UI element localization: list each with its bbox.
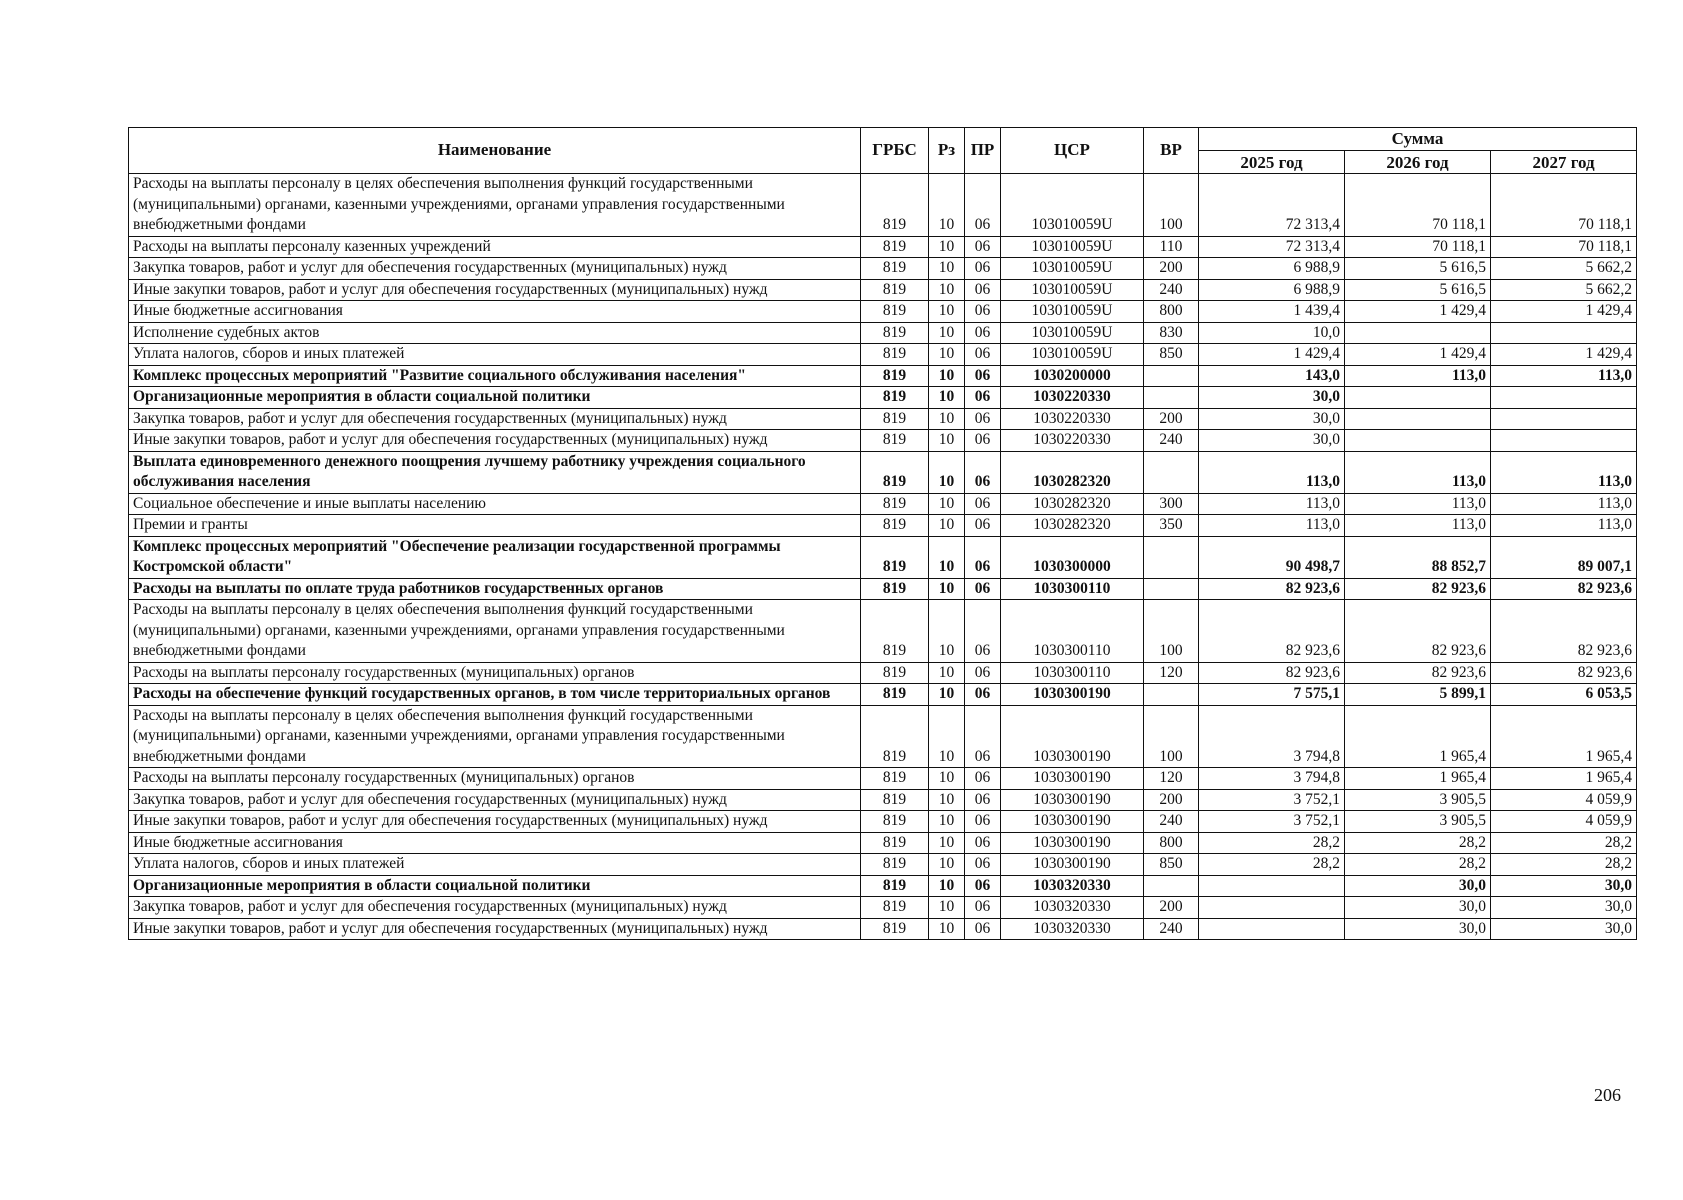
cell-2025: 113,0 <box>1199 493 1345 515</box>
cell-2026: 5 616,5 <box>1345 279 1491 301</box>
header-sum: Сумма <box>1199 128 1637 151</box>
cell-2027 <box>1491 408 1637 430</box>
cell-pr: 06 <box>965 236 1001 258</box>
table-row <box>129 493 1637 515</box>
cell-pr: 06 <box>965 578 1001 600</box>
cell-name: Расходы на выплаты персоналу в целях обеспечения выполнения функций государственными (муниципальными) органами, казенными учреждениями, органами управления государственными внебюджетными фондами <box>129 174 861 237</box>
cell-vr <box>1144 684 1199 706</box>
cell-csr: 103010059U <box>1001 279 1144 301</box>
table-row <box>129 279 1637 301</box>
cell-vr: 200 <box>1144 408 1199 430</box>
cell-grbs: 819 <box>861 832 929 854</box>
cell-2025 <box>1199 875 1345 897</box>
cell-vr: 300 <box>1144 493 1199 515</box>
cell-name: Иные закупки товаров, работ и услуг для обеспечения государственных (муниципальных) нужд <box>129 811 861 833</box>
cell-2027: 70 118,1 <box>1491 236 1637 258</box>
cell-grbs: 819 <box>861 600 929 663</box>
cell-csr: 103010059U <box>1001 344 1144 366</box>
cell-pr: 06 <box>965 875 1001 897</box>
cell-2026: 113,0 <box>1345 493 1491 515</box>
cell-2025: 1 429,4 <box>1199 344 1345 366</box>
cell-2027: 30,0 <box>1491 918 1637 940</box>
cell-2025 <box>1199 897 1345 919</box>
cell-name: Иные бюджетные ассигнования <box>129 832 861 854</box>
cell-vr: 200 <box>1144 789 1199 811</box>
cell-csr: 1030300190 <box>1001 789 1144 811</box>
cell-name: Выплата единовременного денежного поощрения лучшему работнику учреждения социального обслуживания населения <box>129 451 861 493</box>
cell-pr: 06 <box>965 365 1001 387</box>
cell-grbs: 819 <box>861 301 929 323</box>
cell-name: Организационные мероприятия в области социальной политики <box>129 387 861 409</box>
table-row <box>129 301 1637 323</box>
cell-2027: 113,0 <box>1491 493 1637 515</box>
cell-csr: 103010059U <box>1001 301 1144 323</box>
cell-pr: 06 <box>965 174 1001 237</box>
cell-vr: 200 <box>1144 897 1199 919</box>
cell-vr <box>1144 875 1199 897</box>
cell-2026 <box>1345 322 1491 344</box>
cell-2026: 70 118,1 <box>1345 236 1491 258</box>
cell-rz: 10 <box>929 789 965 811</box>
cell-2027: 28,2 <box>1491 832 1637 854</box>
cell-name: Расходы на выплаты персоналу казенных учреждений <box>129 236 861 258</box>
cell-2027: 1 429,4 <box>1491 301 1637 323</box>
table-row <box>129 832 1637 854</box>
cell-2027: 6 053,5 <box>1491 684 1637 706</box>
cell-2026: 28,2 <box>1345 854 1491 876</box>
cell-csr: 1030300110 <box>1001 600 1144 663</box>
cell-vr: 350 <box>1144 515 1199 537</box>
cell-pr: 06 <box>965 344 1001 366</box>
cell-vr: 120 <box>1144 662 1199 684</box>
table-row <box>129 600 1637 663</box>
cell-vr: 800 <box>1144 832 1199 854</box>
table-row <box>129 875 1637 897</box>
cell-2026: 82 923,6 <box>1345 662 1491 684</box>
cell-2025: 113,0 <box>1199 515 1345 537</box>
cell-pr: 06 <box>965 430 1001 452</box>
cell-2026: 113,0 <box>1345 515 1491 537</box>
cell-2026: 1 429,4 <box>1345 344 1491 366</box>
cell-rz: 10 <box>929 875 965 897</box>
table-row <box>129 768 1637 790</box>
table-row <box>129 705 1637 768</box>
cell-name: Иные закупки товаров, работ и услуг для обеспечения государственных (муниципальных) нужд <box>129 279 861 301</box>
cell-csr: 1030220330 <box>1001 408 1144 430</box>
cell-csr: 103010059U <box>1001 174 1144 237</box>
header-rz: Рз <box>929 128 965 174</box>
cell-2025: 28,2 <box>1199 854 1345 876</box>
cell-2027: 4 059,9 <box>1491 789 1637 811</box>
cell-2025: 6 988,9 <box>1199 279 1345 301</box>
cell-vr <box>1144 365 1199 387</box>
cell-rz: 10 <box>929 258 965 280</box>
table-row <box>129 258 1637 280</box>
table-row <box>129 322 1637 344</box>
cell-grbs: 819 <box>861 408 929 430</box>
cell-vr <box>1144 578 1199 600</box>
cell-rz: 10 <box>929 344 965 366</box>
cell-name: Закупка товаров, работ и услуг для обеспечения государственных (муниципальных) нужд <box>129 789 861 811</box>
cell-name: Иные бюджетные ассигнования <box>129 301 861 323</box>
table-row <box>129 662 1637 684</box>
cell-grbs: 819 <box>861 705 929 768</box>
cell-2026: 30,0 <box>1345 918 1491 940</box>
cell-2025: 72 313,4 <box>1199 174 1345 237</box>
cell-pr: 06 <box>965 789 1001 811</box>
cell-vr: 120 <box>1144 768 1199 790</box>
cell-vr: 240 <box>1144 279 1199 301</box>
cell-2027: 30,0 <box>1491 875 1637 897</box>
cell-2027: 1 965,4 <box>1491 768 1637 790</box>
cell-csr: 1030282320 <box>1001 493 1144 515</box>
cell-name: Расходы на обеспечение функций государственных органов, в том числе территориальных органов <box>129 684 861 706</box>
cell-2025: 82 923,6 <box>1199 600 1345 663</box>
cell-grbs: 819 <box>861 344 929 366</box>
cell-csr: 1030320330 <box>1001 875 1144 897</box>
cell-grbs: 819 <box>861 854 929 876</box>
table-row <box>129 408 1637 430</box>
cell-pr: 06 <box>965 408 1001 430</box>
cell-2027: 1 965,4 <box>1491 705 1637 768</box>
table-row <box>129 854 1637 876</box>
cell-pr: 06 <box>965 854 1001 876</box>
cell-pr: 06 <box>965 493 1001 515</box>
cell-rz: 10 <box>929 515 965 537</box>
cell-pr: 06 <box>965 662 1001 684</box>
cell-2025: 3 794,8 <box>1199 705 1345 768</box>
cell-grbs: 819 <box>861 875 929 897</box>
cell-grbs: 819 <box>861 451 929 493</box>
cell-rz: 10 <box>929 279 965 301</box>
cell-rz: 10 <box>929 705 965 768</box>
cell-2026: 30,0 <box>1345 875 1491 897</box>
table-row <box>129 515 1637 537</box>
table-row <box>129 811 1637 833</box>
cell-2025: 72 313,4 <box>1199 236 1345 258</box>
cell-csr: 1030282320 <box>1001 515 1144 537</box>
cell-pr: 06 <box>965 322 1001 344</box>
cell-pr: 06 <box>965 279 1001 301</box>
cell-pr: 06 <box>965 832 1001 854</box>
cell-2025: 3 752,1 <box>1199 811 1345 833</box>
cell-2026: 5 616,5 <box>1345 258 1491 280</box>
cell-2026: 113,0 <box>1345 365 1491 387</box>
cell-2027: 5 662,2 <box>1491 279 1637 301</box>
cell-vr: 100 <box>1144 600 1199 663</box>
cell-vr: 100 <box>1144 174 1199 237</box>
cell-vr: 800 <box>1144 301 1199 323</box>
cell-name: Закупка товаров, работ и услуг для обеспечения государственных (муниципальных) нужд <box>129 258 861 280</box>
table-row <box>129 430 1637 452</box>
cell-rz: 10 <box>929 301 965 323</box>
cell-name: Уплата налогов, сборов и иных платежей <box>129 854 861 876</box>
header-year-2027: 2027 год <box>1491 151 1637 174</box>
cell-csr: 103010059U <box>1001 322 1144 344</box>
cell-csr: 1030320330 <box>1001 918 1144 940</box>
table-row <box>129 684 1637 706</box>
table-row <box>129 578 1637 600</box>
cell-rz: 10 <box>929 451 965 493</box>
budget-table <box>128 127 1637 940</box>
cell-grbs: 819 <box>861 578 929 600</box>
cell-2025: 6 988,9 <box>1199 258 1345 280</box>
cell-rz: 10 <box>929 387 965 409</box>
cell-name: Расходы на выплаты персоналу государственных (муниципальных) органов <box>129 768 861 790</box>
cell-2027: 4 059,9 <box>1491 811 1637 833</box>
cell-2026: 1 965,4 <box>1345 705 1491 768</box>
cell-2026: 1 429,4 <box>1345 301 1491 323</box>
cell-2025: 90 498,7 <box>1199 536 1345 578</box>
cell-vr: 850 <box>1144 344 1199 366</box>
table-row <box>129 387 1637 409</box>
header-year-2026: 2026 год <box>1345 151 1491 174</box>
cell-2027: 82 923,6 <box>1491 662 1637 684</box>
cell-pr: 06 <box>965 258 1001 280</box>
cell-vr <box>1144 387 1199 409</box>
table-row <box>129 236 1637 258</box>
cell-2025: 3 752,1 <box>1199 789 1345 811</box>
cell-pr: 06 <box>965 451 1001 493</box>
cell-2027: 113,0 <box>1491 451 1637 493</box>
cell-csr: 103010059U <box>1001 236 1144 258</box>
cell-rz: 10 <box>929 536 965 578</box>
cell-csr: 1030300190 <box>1001 684 1144 706</box>
cell-grbs: 819 <box>861 387 929 409</box>
cell-vr: 240 <box>1144 811 1199 833</box>
header-name: Наименование <box>129 128 861 174</box>
cell-grbs: 819 <box>861 918 929 940</box>
cell-2025: 30,0 <box>1199 408 1345 430</box>
cell-name: Расходы на выплаты по оплате труда работников государственных органов <box>129 578 861 600</box>
cell-csr: 1030300000 <box>1001 536 1144 578</box>
table-row <box>129 451 1637 493</box>
cell-2026 <box>1345 408 1491 430</box>
cell-rz: 10 <box>929 578 965 600</box>
cell-pr: 06 <box>965 536 1001 578</box>
cell-2026: 82 923,6 <box>1345 578 1491 600</box>
cell-2026: 3 905,5 <box>1345 811 1491 833</box>
cell-2025: 82 923,6 <box>1199 578 1345 600</box>
cell-2025: 10,0 <box>1199 322 1345 344</box>
cell-2027: 113,0 <box>1491 365 1637 387</box>
cell-rz: 10 <box>929 365 965 387</box>
cell-pr: 06 <box>965 301 1001 323</box>
cell-rz: 10 <box>929 897 965 919</box>
cell-grbs: 819 <box>861 258 929 280</box>
cell-2025: 1 439,4 <box>1199 301 1345 323</box>
cell-vr: 100 <box>1144 705 1199 768</box>
table-row <box>129 918 1637 940</box>
cell-pr: 06 <box>965 684 1001 706</box>
cell-rz: 10 <box>929 322 965 344</box>
cell-2027 <box>1491 387 1637 409</box>
cell-grbs: 819 <box>861 174 929 237</box>
cell-vr: 200 <box>1144 258 1199 280</box>
cell-grbs: 819 <box>861 811 929 833</box>
cell-csr: 1030320330 <box>1001 897 1144 919</box>
table-row <box>129 174 1637 237</box>
cell-rz: 10 <box>929 236 965 258</box>
cell-pr: 06 <box>965 768 1001 790</box>
cell-vr: 850 <box>1144 854 1199 876</box>
cell-rz: 10 <box>929 430 965 452</box>
cell-grbs: 819 <box>861 322 929 344</box>
cell-grbs: 819 <box>861 536 929 578</box>
cell-pr: 06 <box>965 897 1001 919</box>
cell-pr: 06 <box>965 600 1001 663</box>
cell-vr: 240 <box>1144 918 1199 940</box>
cell-csr: 1030300110 <box>1001 578 1144 600</box>
cell-csr: 1030300190 <box>1001 768 1144 790</box>
cell-2027 <box>1491 430 1637 452</box>
cell-2025: 30,0 <box>1199 430 1345 452</box>
cell-2025: 3 794,8 <box>1199 768 1345 790</box>
cell-name: Исполнение судебных актов <box>129 322 861 344</box>
cell-rz: 10 <box>929 854 965 876</box>
cell-2027: 113,0 <box>1491 515 1637 537</box>
header-row-top <box>129 128 1637 151</box>
cell-2027: 89 007,1 <box>1491 536 1637 578</box>
cell-csr: 1030282320 <box>1001 451 1144 493</box>
cell-grbs: 819 <box>861 684 929 706</box>
cell-vr <box>1144 536 1199 578</box>
cell-csr: 1030300190 <box>1001 854 1144 876</box>
cell-2027: 5 662,2 <box>1491 258 1637 280</box>
cell-2026: 28,2 <box>1345 832 1491 854</box>
cell-name: Социальное обеспечение и иные выплаты населению <box>129 493 861 515</box>
cell-pr: 06 <box>965 811 1001 833</box>
cell-csr: 1030220330 <box>1001 430 1144 452</box>
cell-2026 <box>1345 387 1491 409</box>
cell-2026: 70 118,1 <box>1345 174 1491 237</box>
cell-name: Расходы на выплаты персоналу государственных (муниципальных) органов <box>129 662 861 684</box>
cell-name: Расходы на выплаты персоналу в целях обеспечения выполнения функций государственными (муниципальными) органами, казенными учреждениями, органами управления государственными внебюджетными фондами <box>129 600 861 663</box>
cell-name: Премии и гранты <box>129 515 861 537</box>
table-row <box>129 897 1637 919</box>
table-row <box>129 344 1637 366</box>
cell-2026: 88 852,7 <box>1345 536 1491 578</box>
cell-rz: 10 <box>929 811 965 833</box>
cell-name: Иные закупки товаров, работ и услуг для обеспечения государственных (муниципальных) нужд <box>129 430 861 452</box>
cell-grbs: 819 <box>861 430 929 452</box>
cell-2027: 70 118,1 <box>1491 174 1637 237</box>
cell-vr: 240 <box>1144 430 1199 452</box>
cell-csr: 1030300190 <box>1001 811 1144 833</box>
cell-2026 <box>1345 430 1491 452</box>
cell-rz: 10 <box>929 408 965 430</box>
cell-csr: 1030300190 <box>1001 832 1144 854</box>
cell-pr: 06 <box>965 705 1001 768</box>
cell-name: Уплата налогов, сборов и иных платежей <box>129 344 861 366</box>
cell-2027: 1 429,4 <box>1491 344 1637 366</box>
cell-rz: 10 <box>929 493 965 515</box>
cell-2025: 7 575,1 <box>1199 684 1345 706</box>
cell-name: Расходы на выплаты персоналу в целях обеспечения выполнения функций государственными (муниципальными) органами, казенными учреждениями, органами управления государственными внебюджетными фондами <box>129 705 861 768</box>
cell-rz: 10 <box>929 918 965 940</box>
cell-vr <box>1144 451 1199 493</box>
header-pr: ПР <box>965 128 1001 174</box>
cell-grbs: 819 <box>861 897 929 919</box>
cell-name: Организационные мероприятия в области социальной политики <box>129 875 861 897</box>
cell-grbs: 819 <box>861 365 929 387</box>
cell-2026: 1 965,4 <box>1345 768 1491 790</box>
cell-2025 <box>1199 918 1345 940</box>
cell-2025: 143,0 <box>1199 365 1345 387</box>
cell-2027: 30,0 <box>1491 897 1637 919</box>
cell-csr: 103010059U <box>1001 258 1144 280</box>
cell-grbs: 819 <box>861 493 929 515</box>
cell-vr: 830 <box>1144 322 1199 344</box>
cell-pr: 06 <box>965 918 1001 940</box>
cell-name: Комплекс процессных мероприятий "Обеспечение реализации государственной программы Костромской области" <box>129 536 861 578</box>
cell-2027: 82 923,6 <box>1491 578 1637 600</box>
cell-name: Закупка товаров, работ и услуг для обеспечения государственных (муниципальных) нужд <box>129 897 861 919</box>
table-row <box>129 536 1637 578</box>
header-grbs: ГРБС <box>861 128 929 174</box>
table-body <box>129 174 1637 940</box>
cell-rz: 10 <box>929 832 965 854</box>
cell-pr: 06 <box>965 387 1001 409</box>
cell-name: Иные закупки товаров, работ и услуг для обеспечения государственных (муниципальных) нужд <box>129 918 861 940</box>
table-row <box>129 365 1637 387</box>
cell-rz: 10 <box>929 174 965 237</box>
cell-2027: 28,2 <box>1491 854 1637 876</box>
cell-name: Закупка товаров, работ и услуг для обеспечения государственных (муниципальных) нужд <box>129 408 861 430</box>
cell-csr: 1030220330 <box>1001 387 1144 409</box>
cell-rz: 10 <box>929 662 965 684</box>
header-vr: ВР <box>1144 128 1199 174</box>
cell-2026: 113,0 <box>1345 451 1491 493</box>
cell-2027 <box>1491 322 1637 344</box>
cell-csr: 1030300110 <box>1001 662 1144 684</box>
cell-grbs: 819 <box>861 768 929 790</box>
cell-rz: 10 <box>929 600 965 663</box>
cell-name: Комплекс процессных мероприятий "Развитие социального обслуживания населения" <box>129 365 861 387</box>
cell-pr: 06 <box>965 515 1001 537</box>
cell-2025: 82 923,6 <box>1199 662 1345 684</box>
cell-grbs: 819 <box>861 279 929 301</box>
header-csr: ЦСР <box>1001 128 1144 174</box>
cell-2025: 113,0 <box>1199 451 1345 493</box>
cell-grbs: 819 <box>861 662 929 684</box>
cell-rz: 10 <box>929 768 965 790</box>
header-year-2025: 2025 год <box>1199 151 1345 174</box>
table-row <box>129 789 1637 811</box>
cell-2025: 30,0 <box>1199 387 1345 409</box>
cell-2026: 30,0 <box>1345 897 1491 919</box>
cell-csr: 1030200000 <box>1001 365 1144 387</box>
cell-2026: 82 923,6 <box>1345 600 1491 663</box>
cell-2026: 3 905,5 <box>1345 789 1491 811</box>
cell-2026: 5 899,1 <box>1345 684 1491 706</box>
cell-2027: 82 923,6 <box>1491 600 1637 663</box>
cell-rz: 10 <box>929 684 965 706</box>
cell-csr: 1030300190 <box>1001 705 1144 768</box>
cell-grbs: 819 <box>861 515 929 537</box>
page-number: 206 <box>1594 1085 1621 1105</box>
cell-grbs: 819 <box>861 789 929 811</box>
cell-2025: 28,2 <box>1199 832 1345 854</box>
cell-grbs: 819 <box>861 236 929 258</box>
cell-vr: 110 <box>1144 236 1199 258</box>
